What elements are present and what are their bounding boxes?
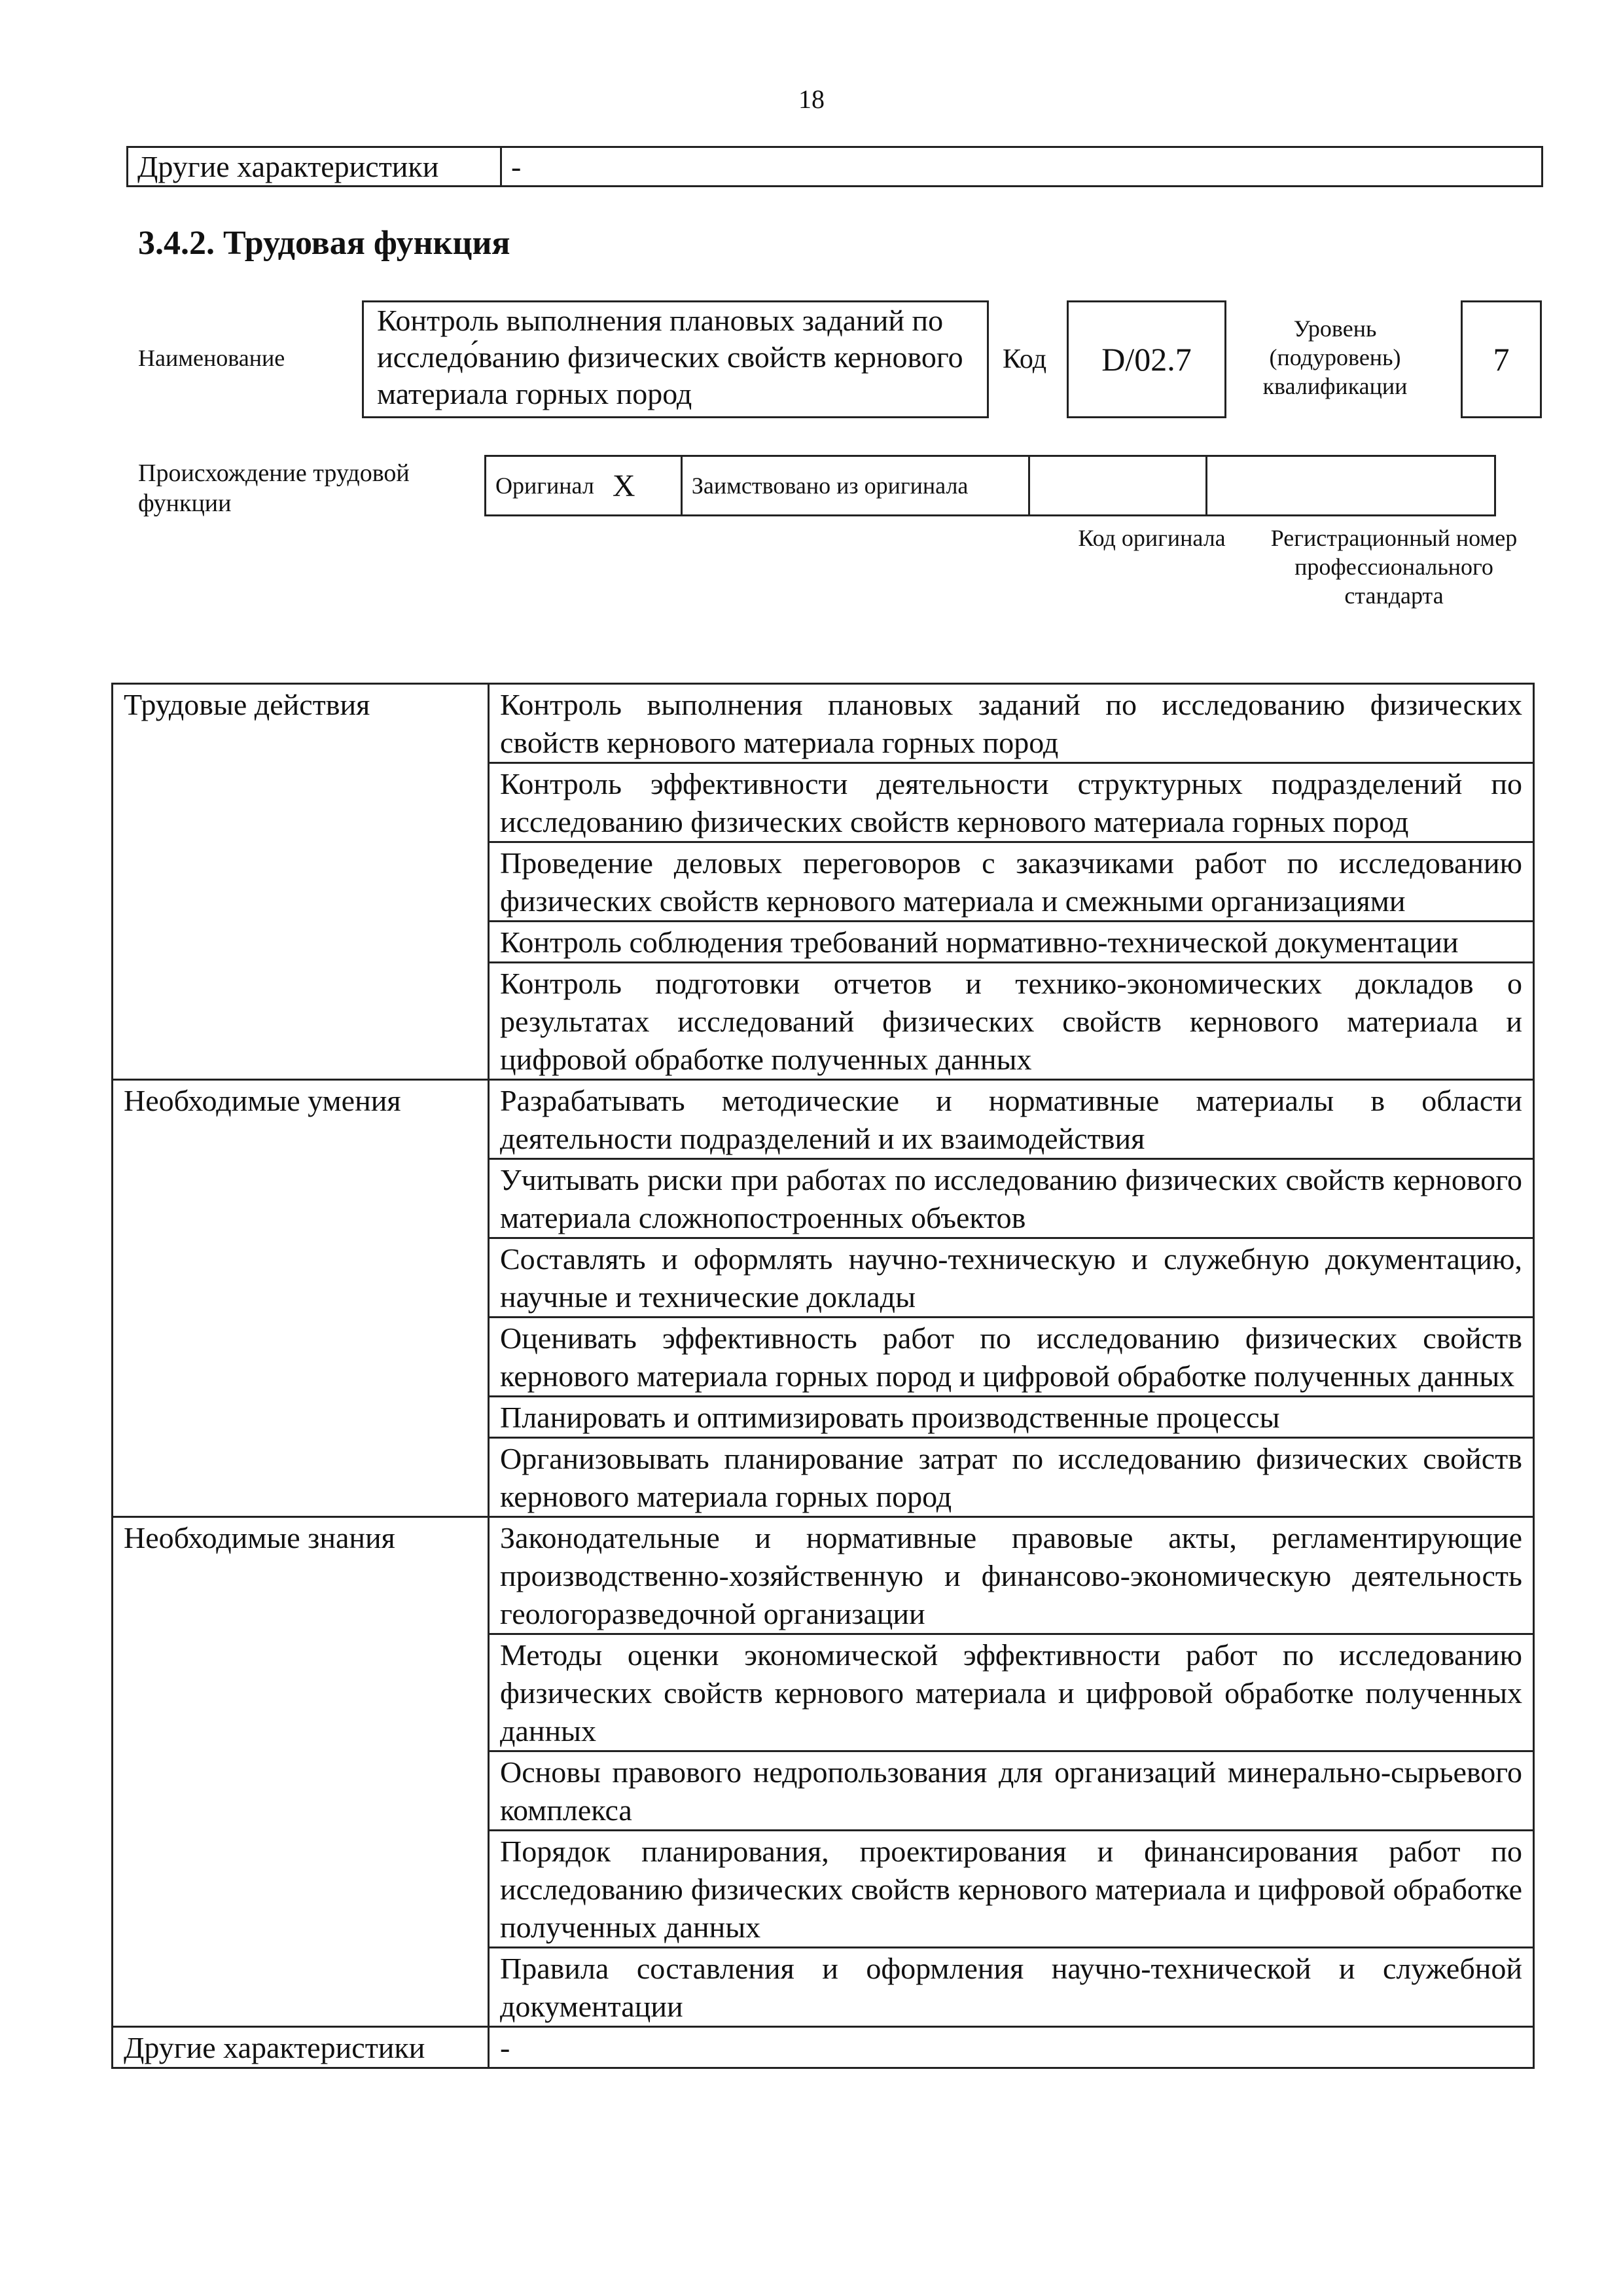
section-item: Организовывать планирование затрат по исследованию физических свойств кернового материала горных пород <box>489 1438 1534 1517</box>
bottom-other-value: - <box>489 2027 1534 2068</box>
section-label: Трудовые действия <box>113 684 489 1080</box>
code-box <box>1067 300 1226 418</box>
original-mark: X <box>603 456 682 516</box>
section-item: Оценивать эффективность работ по исследованию физических свойств кернового материала горных пород и цифровой обработке полученных данных <box>489 1318 1534 1397</box>
level-box <box>1461 300 1542 418</box>
section-item: Контроль подготовки отчетов и технико-экономических докладов о результатах исследований физических свойств кернового материала и цифровой обработке полученных данных <box>489 963 1534 1080</box>
section-item: Порядок планирования, проектирования и финансирования работ по исследованию физических свойств кернового материала и цифровой обработке полученных данных <box>489 1831 1534 1948</box>
function-name-box <box>362 300 989 418</box>
section-item: Законодательные и нормативные правовые акты, регламентирующие производственно-хозяйственную и финансово-экономическую деятельность геологоразведочной организации <box>489 1517 1534 1634</box>
section-item: Разрабатывать методические и нормативные материалы в области деятельности подразделений и их взаимодействия <box>489 1080 1534 1159</box>
section-item: Основы правового недропользования для организаций минерально-сырьевого комплекса <box>489 1751 1534 1831</box>
section-item: Учитывать риски при работах по исследованию физических свойств кернового материала сложнопостроенных объектов <box>489 1159 1534 1238</box>
table-row <box>113 2027 1534 2068</box>
original-code-cell <box>1029 456 1206 516</box>
top-other-label: Другие характеристики <box>128 147 501 187</box>
top-other-value: - <box>501 147 1543 187</box>
section-item: Контроль выполнения плановых заданий по исследованию физических свойств кернового материала горных пород <box>489 684 1534 763</box>
origin-table <box>484 455 1496 516</box>
section-item: Методы оценки экономической эффективности работ по исследованию физических свойств кернового материала и цифровой обработке полученных данных <box>489 1634 1534 1751</box>
section-item: Планировать и оптимизировать производственные процессы <box>489 1397 1534 1438</box>
page-number: 18 <box>798 84 825 114</box>
section-title: 3.4.2. Трудовая функция <box>138 224 510 262</box>
level-value: 7 <box>1493 341 1510 378</box>
section-item: Правила составления и оформления научно-технической и служебной документации <box>489 1948 1534 2027</box>
table-row <box>113 1517 1534 1634</box>
section-item: Контроль эффективности деятельности структурных подразделений по исследованию физических свойств кернового материала горных пород <box>489 763 1534 842</box>
section-label: Необходимые умения <box>113 1080 489 1517</box>
code-caption: Код оригинала <box>1078 525 1226 551</box>
section-label: Необходимые знания <box>113 1517 489 2027</box>
code-value: D/02.7 <box>1101 341 1192 378</box>
section-item: Составлять и оформлять научно-техническую и служебную документацию, научные и технические доклады <box>489 1238 1534 1318</box>
section-item: Контроль соблюдения требований нормативно-технической документации <box>489 922 1534 963</box>
bottom-other-label: Другие характеристики <box>113 2027 489 2068</box>
borrowed-label: Заимствовано из оригинала <box>681 456 1029 516</box>
function-name: Контроль выполнения плановых заданий по исследо́ванию физических свойств кернового материала горных пород <box>377 304 963 410</box>
code-label: Код <box>1003 344 1047 374</box>
registration-caption: Регистрационный номер профессионального стандарта <box>1270 525 1518 609</box>
original-label: Оригинал <box>486 456 603 516</box>
origin-label: Происхождение трудовой функции <box>138 459 410 517</box>
labor-function-table <box>111 683 1535 2069</box>
name-label: Наименование <box>138 345 285 371</box>
registration-number-cell <box>1206 456 1495 516</box>
top-characteristics-table <box>126 146 1543 187</box>
level-label: Уровень (подуровень) квалификации <box>1262 315 1408 399</box>
table-row <box>113 1080 1534 1159</box>
section-item: Проведение деловых переговоров с заказчиками работ по исследованию физических свойств кернового материала и смежными организациями <box>489 842 1534 922</box>
table-row <box>113 684 1534 763</box>
